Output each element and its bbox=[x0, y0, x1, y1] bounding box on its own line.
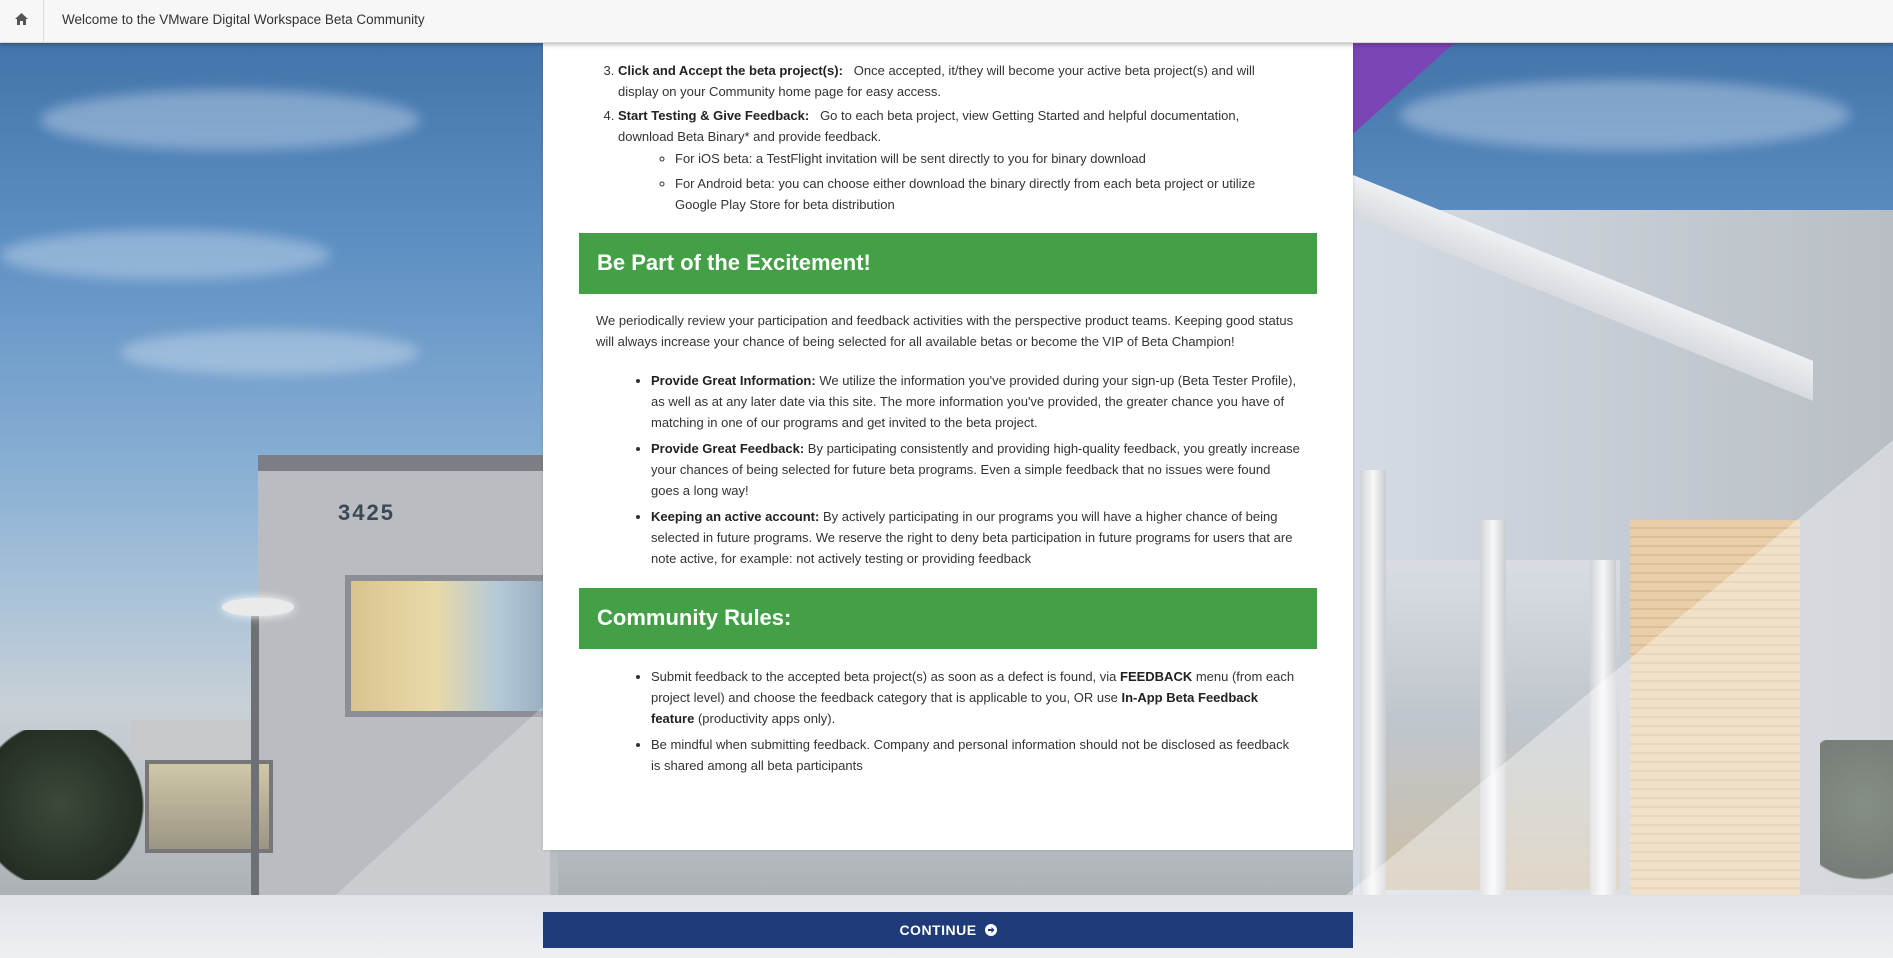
list-item: ◦ For Android beta: you can choose either download the binary directly from each beta project or utilize Google Play Store for beta distribution bbox=[675, 173, 1258, 215]
purple-accent bbox=[1353, 44, 1453, 134]
content-panel bbox=[543, 43, 1353, 850]
home-button[interactable] bbox=[0, 0, 44, 42]
list-item bbox=[618, 60, 1258, 102]
steps-list bbox=[543, 60, 1258, 219]
building-number: 3425 bbox=[338, 500, 395, 525]
excitement-list bbox=[596, 370, 1301, 574]
list-item bbox=[651, 438, 1301, 501]
rules-list bbox=[596, 666, 1301, 781]
list-item bbox=[651, 370, 1301, 433]
item-label: Provide Great Feedback: bbox=[651, 441, 805, 456]
section-heading: Be Part of the Excitement! bbox=[597, 250, 871, 275]
list-item: • Submit feedback to the accepted beta project(s) as soon as a defect is found, via FEEDBACK menu (from each project level) and choose the feedback category that is applicable to you, OR use In-App Beta Feedback feature (productivity apps only). bbox=[651, 666, 1301, 729]
item-text: By participating consistently and providing high-quality feedback, you greatly increase your chances of being selected for future beta programs. Even a simple feedback that no issues were found goes a long way! bbox=[651, 441, 1300, 498]
item-label: Provide Great Information: bbox=[651, 373, 816, 388]
arrow-right-icon bbox=[985, 924, 997, 936]
continue-label: CONTINUE bbox=[899, 922, 977, 938]
step-label: Start Testing & Give Feedback: bbox=[618, 108, 810, 123]
rules-banner bbox=[579, 588, 1317, 649]
continue-button[interactable] bbox=[543, 912, 1353, 948]
excitement-intro: We periodically review your participation and feedback activities with the perspective product teams. Keeping good status will always increase your chance of being selected for all available betas or become the VIP of Beta Champion! bbox=[596, 313, 1294, 349]
feedback-menu-label: FEEDBACK bbox=[1120, 669, 1193, 684]
list-item bbox=[651, 506, 1301, 569]
list-item bbox=[618, 105, 1258, 215]
item-text: By actively participating in our programs you will have a higher chance of being selected in future programs. We reserve the right to deny beta participation in future programs for users that are note active, for example: not actively testing or providing feedback bbox=[651, 509, 1293, 566]
list-item: • Be mindful when submitting feedback. Company and personal information should not be disclosed as feedback is shared among all beta participants bbox=[651, 734, 1301, 776]
home-icon bbox=[15, 12, 28, 30]
step-text: Once accepted, it/they will become your active beta project(s) and will display on your Community home page for easy access. bbox=[618, 63, 1255, 99]
sub-list bbox=[618, 148, 1258, 215]
list-item: ◦ For iOS beta: a TestFlight invitation will be sent directly to you for binary download bbox=[675, 148, 1258, 169]
excitement-banner bbox=[579, 233, 1317, 294]
top-bar bbox=[0, 0, 1893, 43]
item-text: We utilize the information you've provided during your sign-up (Beta Tester Profile), as well as at any later date via this site. The more information you've provided, the greater chance you have of matching in one of our programs and get invited to the beta project. bbox=[651, 373, 1297, 430]
step-text: Go to each beta project, view Getting Started and helpful documentation, download Beta Binary* and provide feedback. bbox=[618, 108, 1240, 144]
step-label: Click and Accept the beta project(s): bbox=[618, 63, 843, 78]
section-heading: Community Rules: bbox=[597, 605, 792, 630]
item-label: Keeping an active account: bbox=[651, 509, 820, 524]
page-title: Welcome to the VMware Digital Workspace Beta Community bbox=[62, 12, 425, 27]
in-app-feedback-label: In-App Beta Feedback feature bbox=[651, 690, 1258, 726]
